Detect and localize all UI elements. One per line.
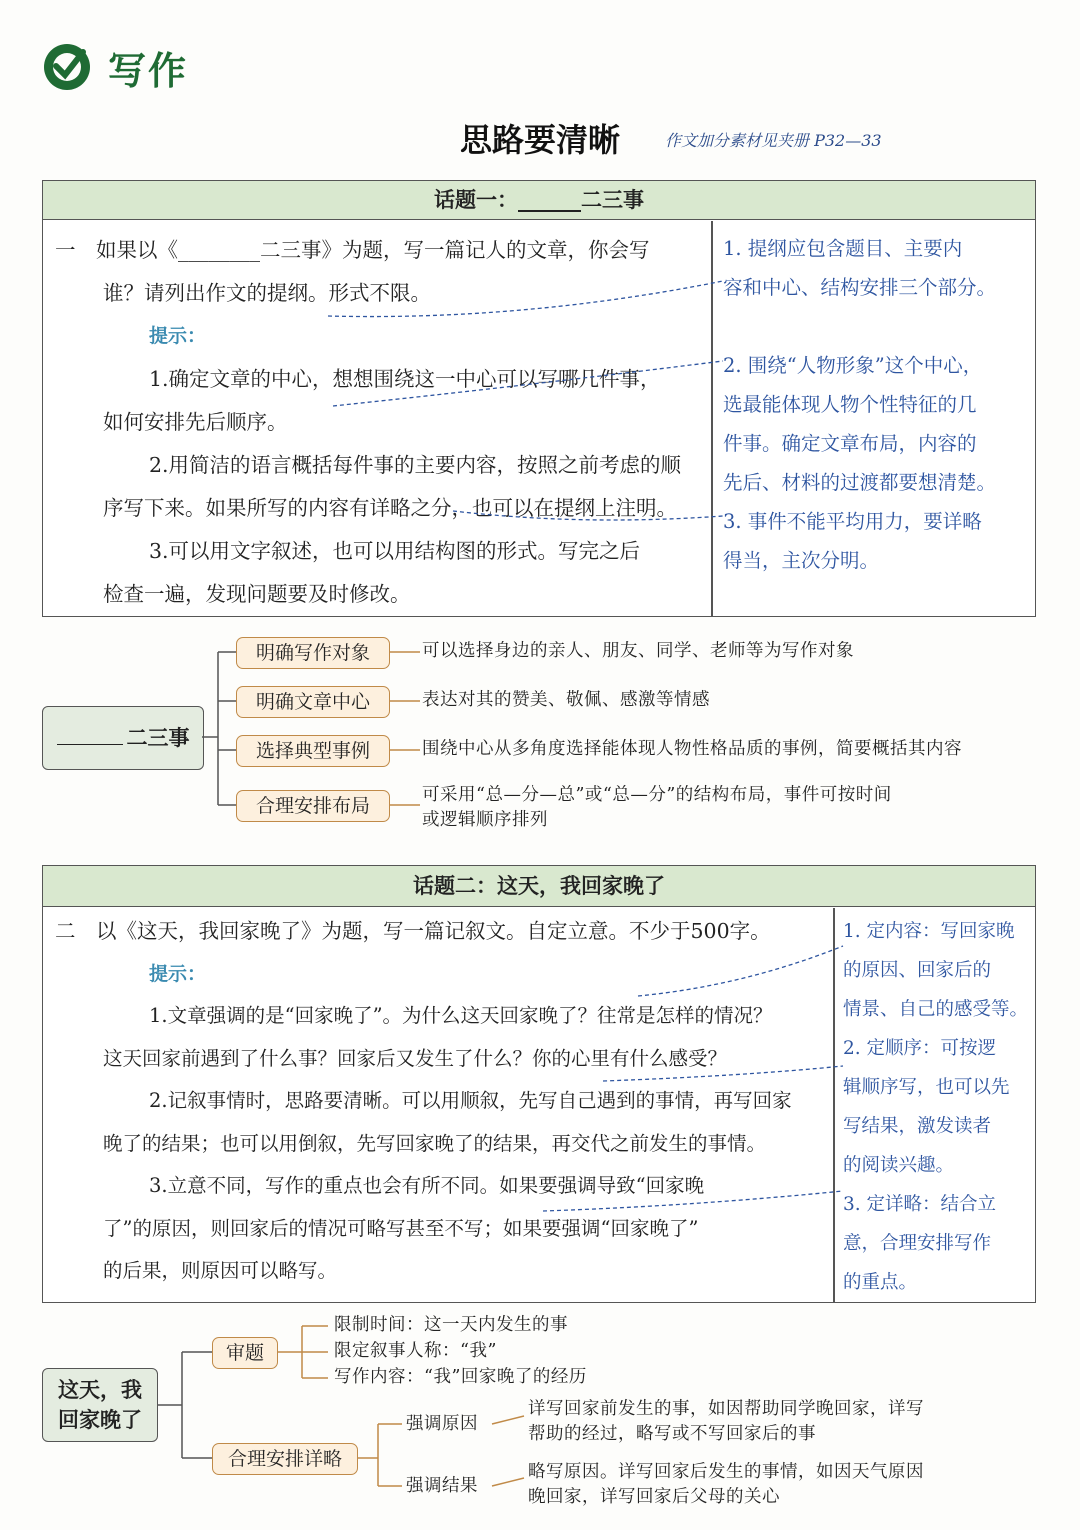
- note-line: 2. 定顺序：可按逻: [843, 1038, 997, 1059]
- tip-line: 1.确定文章的中心，想想围绕这一中心可以写哪几件事，: [149, 367, 661, 391]
- branch-pill: 合理安排详略: [212, 1443, 358, 1475]
- topic2-box: [42, 865, 1036, 1303]
- branch-item: 限定叙事人称：“我”: [334, 1341, 497, 1361]
- tip-label: 提示：: [149, 962, 207, 985]
- tip-label: 提示：: [149, 325, 207, 347]
- tip-line: 2.记叙事情时，思路要清晰。可以用顺叙，先写自己遇到的事情，再写回家: [149, 1089, 792, 1112]
- tip-line: 序写下来。如果所写的内容有详略之分，也可以在提纲上注明。: [103, 496, 677, 520]
- section-title: 写作: [108, 49, 189, 93]
- note-line: 3. 事件不能平均用力，要详略: [723, 510, 982, 533]
- branch-pill: 明确文章中心: [236, 686, 390, 718]
- tip-line: 如何安排先后顺序。: [103, 410, 288, 434]
- sub-branch-label: 强调结果: [406, 1476, 478, 1496]
- note-line: 得当，主次分明。: [723, 549, 880, 572]
- note-line: 容和中心、结构安排三个部分。: [723, 276, 997, 299]
- branch-text: 可以选择身边的亲人、朋友、同学、老师等为写作对象: [422, 641, 854, 661]
- note-line: 1. 提纲应包含题目、主要内: [723, 237, 963, 260]
- sub-branch-text: 晚回家，详写回家后父母的关心: [528, 1487, 780, 1507]
- note-line: 先后、材料的过渡都要想清楚。: [723, 471, 997, 494]
- branch-item: 写作内容：“我”回家晚了的经历: [334, 1367, 587, 1387]
- note-line: 写结果，激发读者: [843, 1116, 992, 1137]
- branch-pill: 选择典型事例: [236, 735, 390, 767]
- note-line: 的原因、回家后的: [843, 960, 992, 981]
- note-line: 的阅读兴趣。: [843, 1155, 955, 1176]
- sub-branch-label: 强调原因: [406, 1414, 478, 1434]
- mindmap2-root: [42, 1368, 158, 1442]
- tip-line: 的后果，则原因可以略写。: [103, 1259, 338, 1282]
- tip-line: 1.文章强调的是“回家晚了”。为什么这天回家晚了？往常是怎样的情况？: [149, 1004, 773, 1027]
- branch-text: 或逻辑顺序排列: [422, 810, 548, 830]
- tip-line: 了”的原因，则回家后的情况可略写甚至不写；如果要强调“回家晚了”: [103, 1216, 699, 1240]
- page-title: 思路要清晰: [459, 121, 620, 159]
- branch-pill: 明确写作对象: [236, 637, 390, 669]
- tip-line: 晚了的结果；也可以用倒叙，先写回家晚了的结果，再交代之前发生的事情。: [103, 1131, 767, 1155]
- topic1-box: [42, 180, 1036, 617]
- note-line: 1. 定内容：写回家晚: [843, 921, 1015, 942]
- branch-text: 可采用“总—分—总”或“总—分”的结构布局，事件可按时间: [422, 785, 892, 805]
- note-line: 3. 定详略：结合立: [843, 1194, 997, 1215]
- branch-text: 表达对其的赞美、敬佩、感激等情感: [422, 690, 710, 710]
- mindmap1-root-label: 二三事: [126, 726, 190, 750]
- blank-line: [57, 726, 123, 745]
- note-line: 情景、自己的感受等。: [843, 999, 1029, 1020]
- topic2-heading: 话题二：这天，我回家晚了: [43, 866, 1035, 907]
- note-line: 选最能体现人物个性特征的几: [723, 393, 977, 416]
- branch-pill: 审题: [212, 1337, 278, 1369]
- topic1-heading: 话题一：______二三事: [43, 181, 1035, 220]
- sub-branch-text: 帮助的经过，略写或不写回家后的事: [528, 1424, 816, 1444]
- sub-branch-text: 详写回家前发生的事，如因帮助同学晚回家，详写: [528, 1399, 924, 1419]
- note-line: 2. 围绕“人物形象”这个中心，: [723, 354, 983, 377]
- note-line: 辑顺序写，也可以先: [843, 1077, 1010, 1098]
- branch-pill: 合理安排布局: [236, 790, 390, 822]
- branch-item: 限制时间：这一天内发生的事: [334, 1315, 568, 1335]
- tip-line: 这天回家前遇到了什么事？回家后又发生了什么？你的心里有什么感受？: [103, 1046, 728, 1070]
- reference-note: 作文加分素材见夹册 P32—33: [665, 131, 882, 150]
- mindmap2-root-line: 这天，我: [58, 1378, 142, 1402]
- question-line: 谁？请列出作文的提纲。形式不限。: [103, 281, 431, 305]
- question-line: 二 以《这天，我回家晚了》为题，写一篇记叙文。自定立意。不少于500字。: [55, 919, 771, 943]
- mindmap1-root: [42, 706, 204, 770]
- note-line: 件事。确定文章布局，内容的: [723, 432, 977, 455]
- tip-line: 3.可以用文字叙述，也可以用结构图的形式。写完之后: [149, 539, 641, 563]
- check-icon: [42, 42, 92, 92]
- mindmap2-root-line: 回家晚了: [58, 1408, 142, 1432]
- tip-line: 2.用简洁的语言概括每件事的主要内容，按照之前考虑的顺: [149, 453, 682, 477]
- note-line: 意，合理安排写作: [843, 1233, 992, 1254]
- branch-text: 围绕中心从多角度选择能体现人物性格品质的事例，简要概括其内容: [422, 739, 962, 759]
- note-line: 的重点。: [843, 1272, 918, 1293]
- tip-line: 3.立意不同，写作的重点也会有所不同。如果要强调导致“回家晚: [149, 1174, 705, 1197]
- topic2-arrows: [43, 866, 1035, 1302]
- sub-branch-text: 略写原因。详写回家后发生的事情，如因天气原因: [528, 1462, 924, 1482]
- topic1-arrows: [43, 181, 1035, 616]
- question-line: 一 如果以《________二三事》为题，写一篇记人的文章，你会写: [55, 238, 650, 262]
- tip-line: 检查一遍，发现问题要及时修改。: [103, 582, 411, 606]
